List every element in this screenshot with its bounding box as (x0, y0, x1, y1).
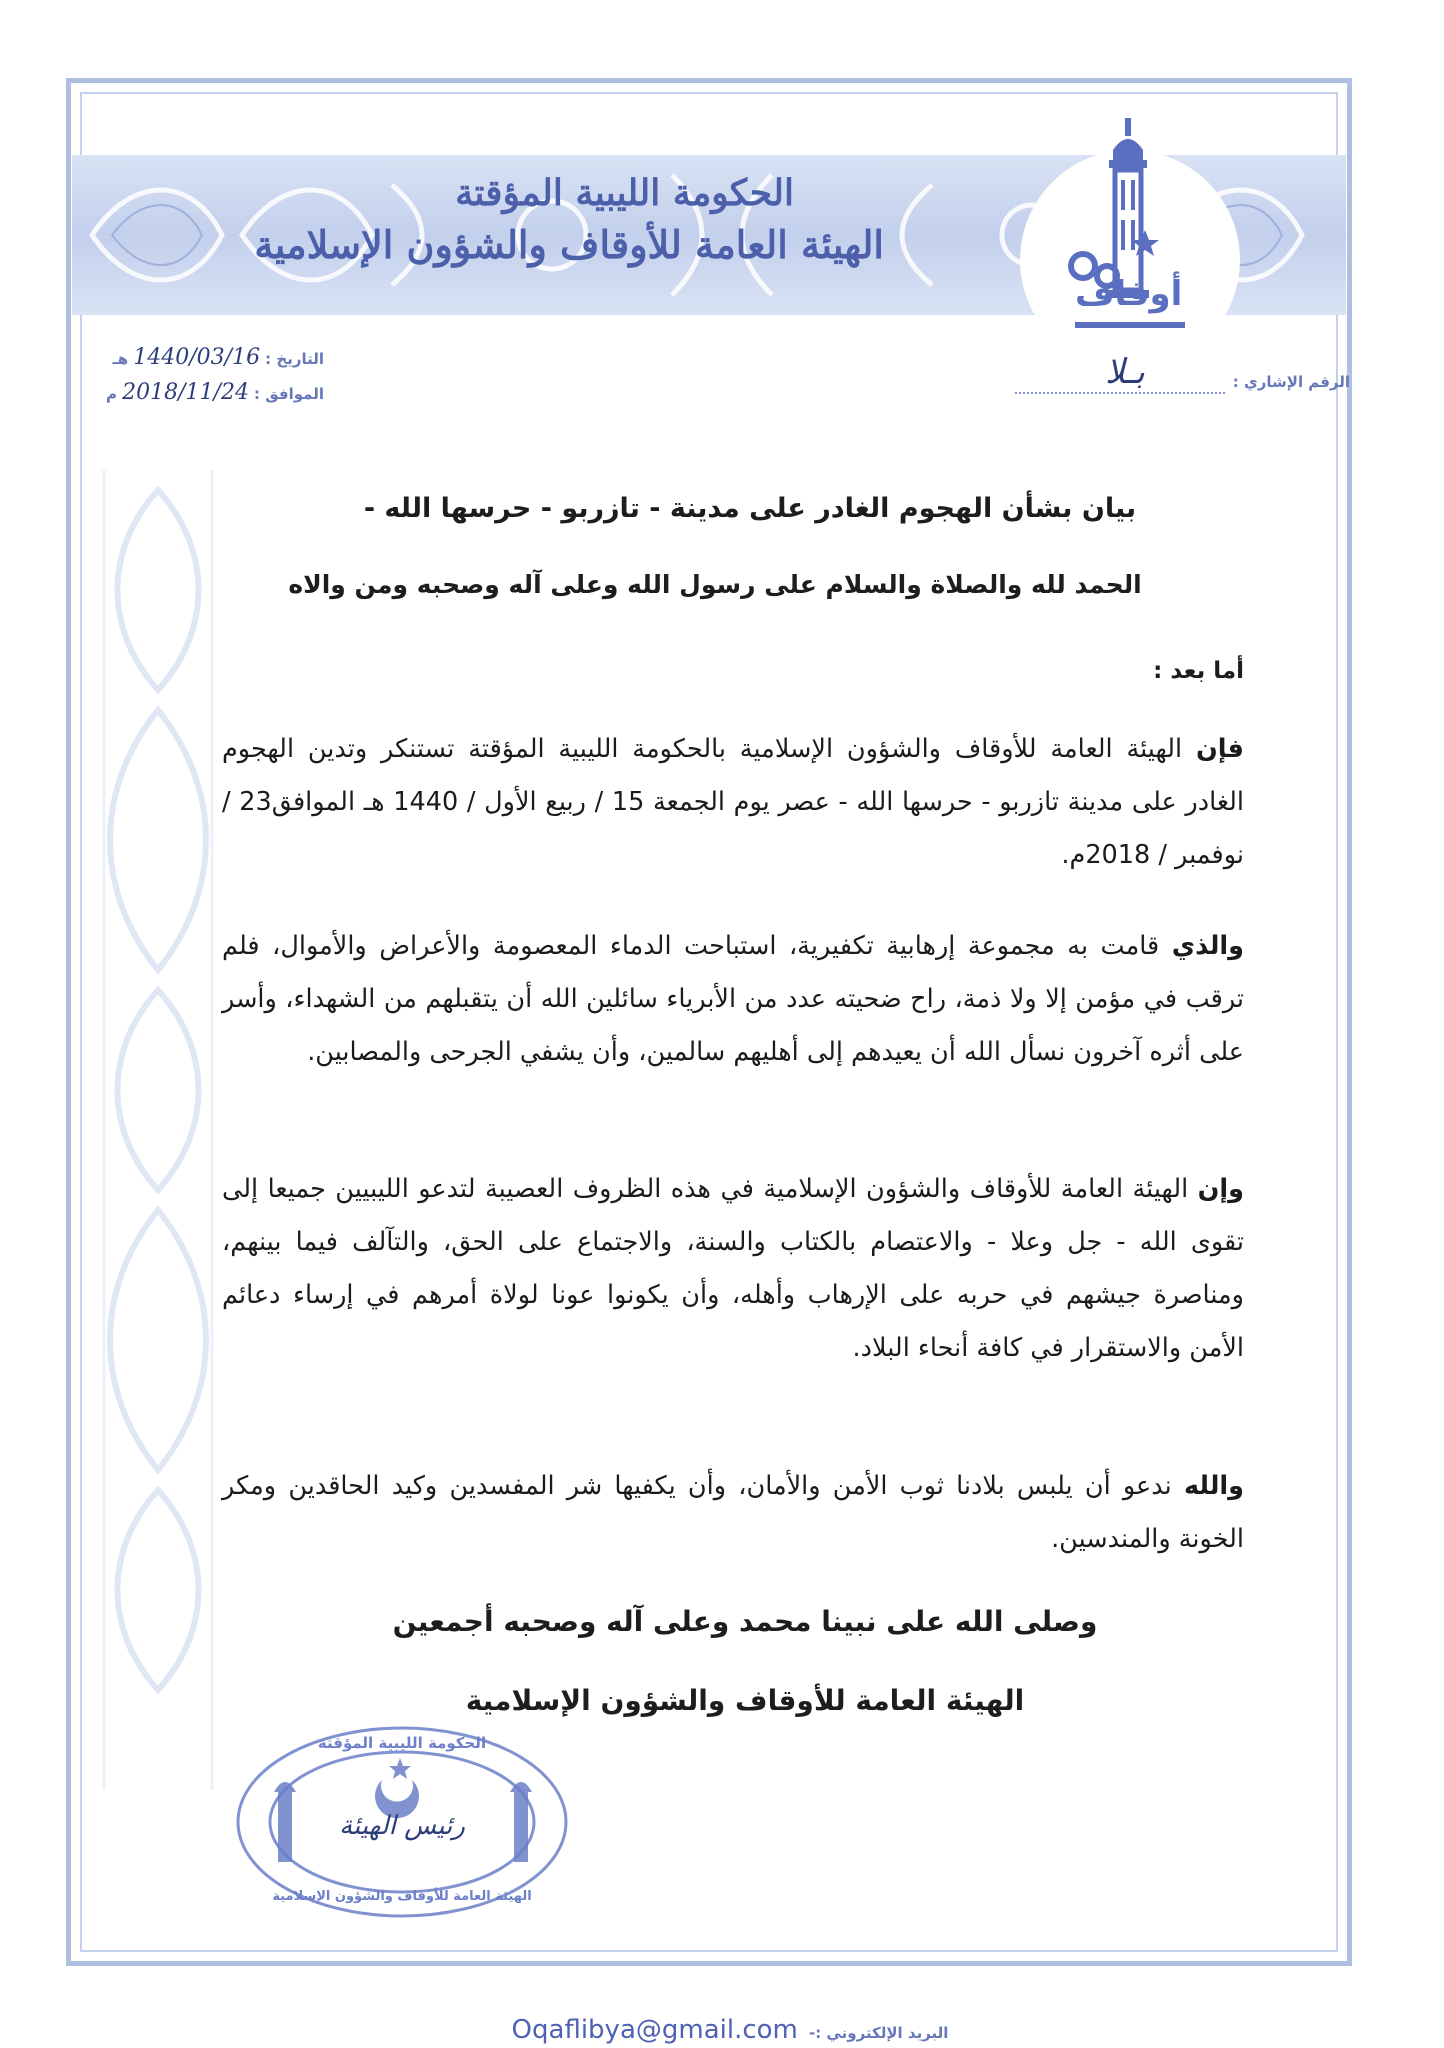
paragraph-1 (222, 723, 1244, 882)
reference-value-row (1050, 352, 1200, 392)
paragraph-4 (222, 1460, 1244, 1566)
paragraph-3-text: الهيئة العامة للأوقاف والشؤون الإسلامية في هذه الظروف العصيبة لتدعو الليبيين جميعا إلى تقوى الله - جل وعلا - والاعتصام بالكتاب والسنة، والاجتماع على الحق، والتآلف فيما بينهم، ومناصرة جيشهم في حربه على الإرهاب وأهله، وأن يكونوا عونا لولاة أمرهم في إرساء دعائم الأمن والاستقرار في كافة أنحاء البلاد. (222, 1174, 1244, 1363)
letterhead-title (184, 168, 884, 272)
reference-line (1015, 392, 1225, 394)
email-label: البريد الإلكتروني :- (808, 2024, 949, 2042)
paragraph-3-lead: وإن (1197, 1174, 1244, 1204)
date-gregorian-row (84, 380, 324, 405)
paragraph-3 (222, 1163, 1244, 1375)
amma-baad: أما بعد : (1153, 658, 1244, 684)
authority-name: الهيئة العامة للأوقاف والشؤون الإسلامية (254, 222, 884, 267)
date-hijri-row (84, 345, 324, 370)
stamp-signature: رئيس الهيئة (339, 1811, 465, 1841)
paragraph-4-lead: والله (1183, 1471, 1244, 1501)
paragraph-2-lead: والذي (1171, 931, 1244, 961)
paragraph-1-text: الهيئة العامة للأوقاف والشؤون الإسلامية بالحكومة الليبية المؤقتة تستنكر وتدين الهجوم الغادر على مدينة تازربو - حرسها الله - عصر يوم الجمعة 15 / ربيع الأول / 1440 هـ الموافق23 / نوفمبر / 2018م. (222, 734, 1244, 870)
paragraph-4-text: ندعو أن يلبس بلادنا ثوب الأمن والأمان، وأن يكفيها شر المفسدين وكيد الحاقدين ومكر الخونة والمندسين. (222, 1471, 1244, 1554)
footer-email (470, 2015, 990, 2045)
logo-text: أوقاف (1075, 274, 1183, 314)
hijri-date: 1440/03/16 (133, 345, 261, 370)
subject-heading: بيان بشأن الهجوم الغادر على مدينة - تازربو - حرسها الله - (363, 493, 1137, 524)
reference-value: بـلا (1105, 352, 1145, 392)
gregorian-label: الموافق : (254, 385, 324, 403)
gregorian-date: 2018/11/24 (122, 380, 249, 405)
gregorian-suffix: م (106, 385, 118, 403)
paragraph-2-text: قامت به مجموعة إرهابية تكفيرية، استباحت الدماء المعصومة والأعراض والأموال، فلم ترقب في مؤمن إلا ولا ذمة، راح ضحيته عدد من الأبرياء سائلين الله أن يتقبلهم من الشهداء، وأسر على أثره آخرون نسأل الله أن يعيدهم إلى أهليهم سالمين، وأن يشفي الجرحى والمصابين. (222, 931, 1244, 1067)
stamp-top-text: الحكومة الليبية المؤقتة (317, 1734, 487, 1752)
awqaf-logo-icon (1055, 110, 1205, 350)
paragraph-1-lead: فإن (1195, 734, 1244, 764)
paragraph-2 (222, 920, 1244, 1079)
date-label: التاريخ : (265, 350, 324, 368)
closing-prayer: وصلى الله على نبينا محمد وعلى آله وصحبه أجمعين (392, 1605, 1098, 1638)
hijri-suffix: هـ (112, 350, 129, 368)
signature-organization: الهيئة العامة للأوقاف والشؤون الإسلامية (465, 1684, 1025, 1717)
official-stamp (232, 1722, 572, 1922)
stamp-bottom-text: الهيئة العامة للأوقاف والشؤون الإسلامية (272, 1889, 532, 1904)
reference-label: الرقم الإشاري : (1232, 373, 1350, 391)
opening-praise: الحمد لله والصلاة والسلام على رسول الله وعلى آله وصحبه ومن والاه (288, 570, 1142, 599)
side-ornament-pattern (84, 470, 232, 1790)
government-name: الحكومة الليبية المؤقتة (455, 172, 794, 214)
email-address[interactable]: Oqaflibya@gmail.com (511, 2015, 798, 2045)
